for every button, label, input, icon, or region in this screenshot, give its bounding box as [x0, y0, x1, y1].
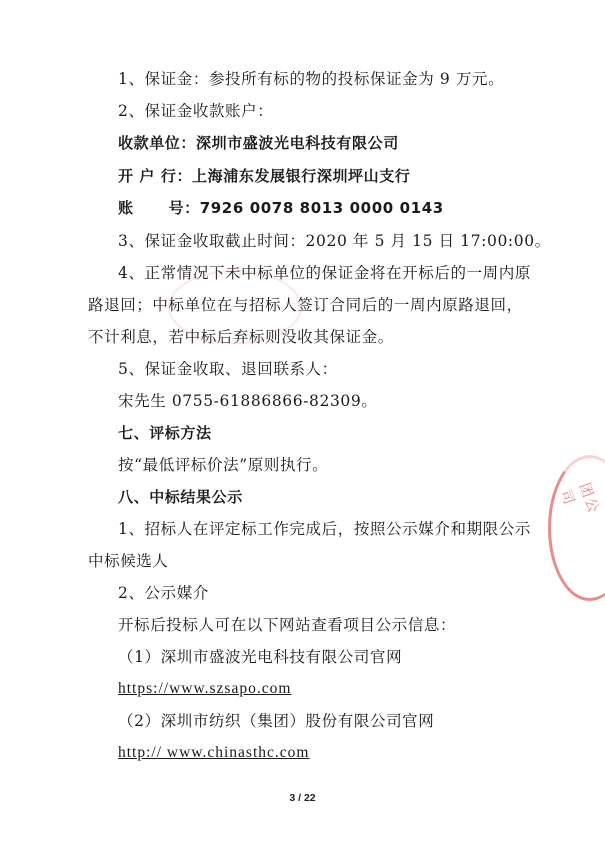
section-heading-evaluation: 七、评标方法 [118, 424, 212, 442]
bank: 开 户 行：上海浦东发展银行深圳坪山支行 [118, 167, 411, 185]
website-2-name: （2）深圳市纺织（集团）股份有限公司官网 [118, 712, 435, 730]
website-1-link[interactable]: https://www.szsapo.com [118, 680, 292, 697]
company-seal-text: 团公司 [556, 481, 602, 517]
publicity-media-heading: 2、公示媒介 [118, 584, 209, 602]
evaluation-method: 按“最低评标价法”原则执行。 [118, 456, 329, 474]
section-heading-publicity: 八、中标结果公示 [118, 488, 243, 506]
deadline: 3、保证金收取截止时间：2020 年 5 月 15 日 17:00:00。 [118, 232, 551, 250]
contact-person: 宋先生 0755-61886866-82309。 [118, 392, 378, 410]
website-2-link[interactable]: http:// www.chinasthc.com [118, 744, 310, 761]
website-1-name: （1）深圳市盛波光电科技有限公司官网 [118, 648, 403, 666]
faint-stamp-mark [168, 270, 302, 344]
publicity-paragraph-line1: 1、招标人在评定标工作完成后，按照公示媒介和期限公示 [118, 520, 531, 538]
deposit-account-heading: 2、保证金收款账户： [118, 102, 274, 120]
account-number: 账 号：7926 0078 8013 0000 0143 [118, 199, 444, 217]
contact-heading: 5、保证金收取、退回联系人： [118, 360, 338, 378]
publicity-websites-intro: 开标后投标人可在以下网站查看项目公示信息： [118, 616, 457, 634]
payee: 收款单位：深圳市盛波光电科技有限公司 [118, 134, 399, 152]
refund-paragraph-line2: 路退回；中标单位在与招标人签订合同后的一周内原路退回， [88, 296, 523, 314]
refund-paragraph-line3: 不计利息，若中标后弃标则没收其保证金。 [88, 328, 394, 346]
refund-paragraph-line1: 4、正常情况下未中标单位的保证金将在开标后的一周内原 [118, 264, 531, 282]
deposit-amount: 1、保证金：参投所有标的物的投标保证金为 9 万元。 [118, 70, 505, 88]
publicity-paragraph-line2: 中标候选人 [88, 552, 169, 570]
page-number: 3 / 22 [289, 792, 316, 804]
